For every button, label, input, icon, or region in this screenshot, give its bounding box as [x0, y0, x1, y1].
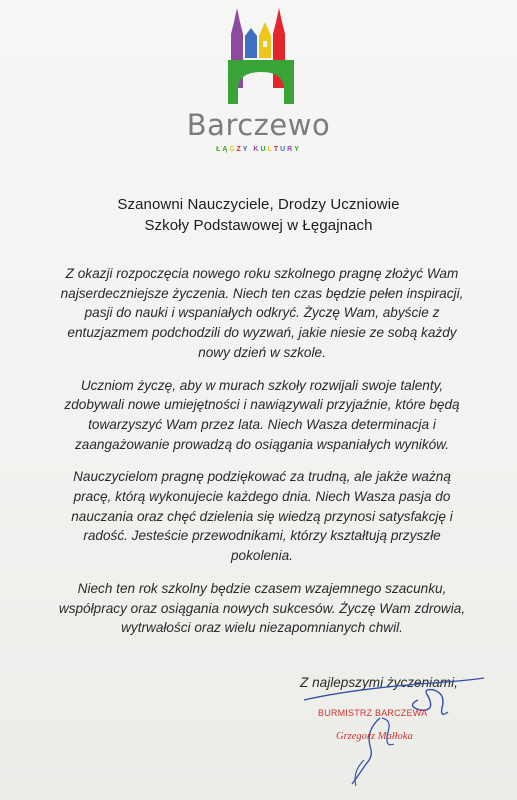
letter-body [58, 264, 466, 651]
tagline-letter: Ł [216, 146, 223, 153]
signature-stamp-title: BURMISTRZ BARCZEWA [318, 708, 428, 718]
logo-green-gate [228, 60, 294, 104]
tagline-letter: Ą [222, 146, 230, 153]
brand-name: Barczewo [186, 108, 331, 142]
signature-stamp-name: Grzegorz Małłoka [336, 731, 413, 742]
barczewo-logo-icon [222, 6, 300, 110]
tagline-letter: U [260, 146, 268, 153]
tagline-letter: U [280, 146, 288, 153]
tagline-letter: L [267, 146, 274, 153]
closing-line: Z najlepszymi życzeniami, [300, 675, 458, 690]
logo-yellow-house [259, 22, 271, 58]
tagline-letter: K [253, 146, 261, 153]
paragraph-students: Uczniom życzę, aby w murach szkoły rozwijali swoje talenty, zdobywali nowe umiejętności i nawiązywali przyjaźnie, które będą towarzyszyć Wam przez lata. Niech Wasza determinacja i zaangażowanie prowadzą do osiągania wspaniałych wyników. [64, 377, 460, 452]
paragraph-greeting: Z okazji rozpoczęcia nowego roku szkolnego pragnę złożyć Wam najserdeczniejsze życzenia. Niech ten czas będzie pełen inspiracji, pasji do nauki i wspaniałych odkryć. Życzę Wam, abyście z entuzjazmem podchodzili do wyzwań, jakie niesie ze sobą każdy nowy dzień w szkole. [60, 266, 464, 360]
logo-blue-house [245, 28, 257, 58]
brand-tagline [0, 146, 517, 153]
tagline-letter: T [273, 146, 281, 153]
handwritten-signature-icon [296, 660, 496, 790]
letter-heading-line-1: Szanowni Nauczyciele, Drodzy Uczniowie [117, 196, 400, 213]
tagline-letter: R [287, 146, 295, 153]
letter-heading-line-2: Szkoły Podstawowej w Łęgajnach [144, 217, 373, 234]
paragraph-teachers: Nauczycielom pragnę podziękować za trudną, ale jakże ważną pracę, którą wykonujecie każdego dnia. Niech Wasza pasja do nauczania oraz chęć dzielenia się wiedzą przynosi satysfakcję i radość. Jesteście przewodnikami, którzy kształtują przyszłe pokolenia. [71, 469, 453, 564]
tagline-letter: Z [236, 146, 243, 153]
tagline-letter: Y [242, 146, 250, 153]
paragraph-wishes: Niech ten rok szkolny będzie czasem wzajemnego szacunku, współpracy oraz osiągania nowych sukcesów. Życzę Wam zdrowia, wytrwałości oraz wielu niezapomnianych chwil. [58, 580, 466, 636]
tagline-letter: Y [294, 146, 301, 153]
tagline-letter: C [229, 146, 237, 153]
